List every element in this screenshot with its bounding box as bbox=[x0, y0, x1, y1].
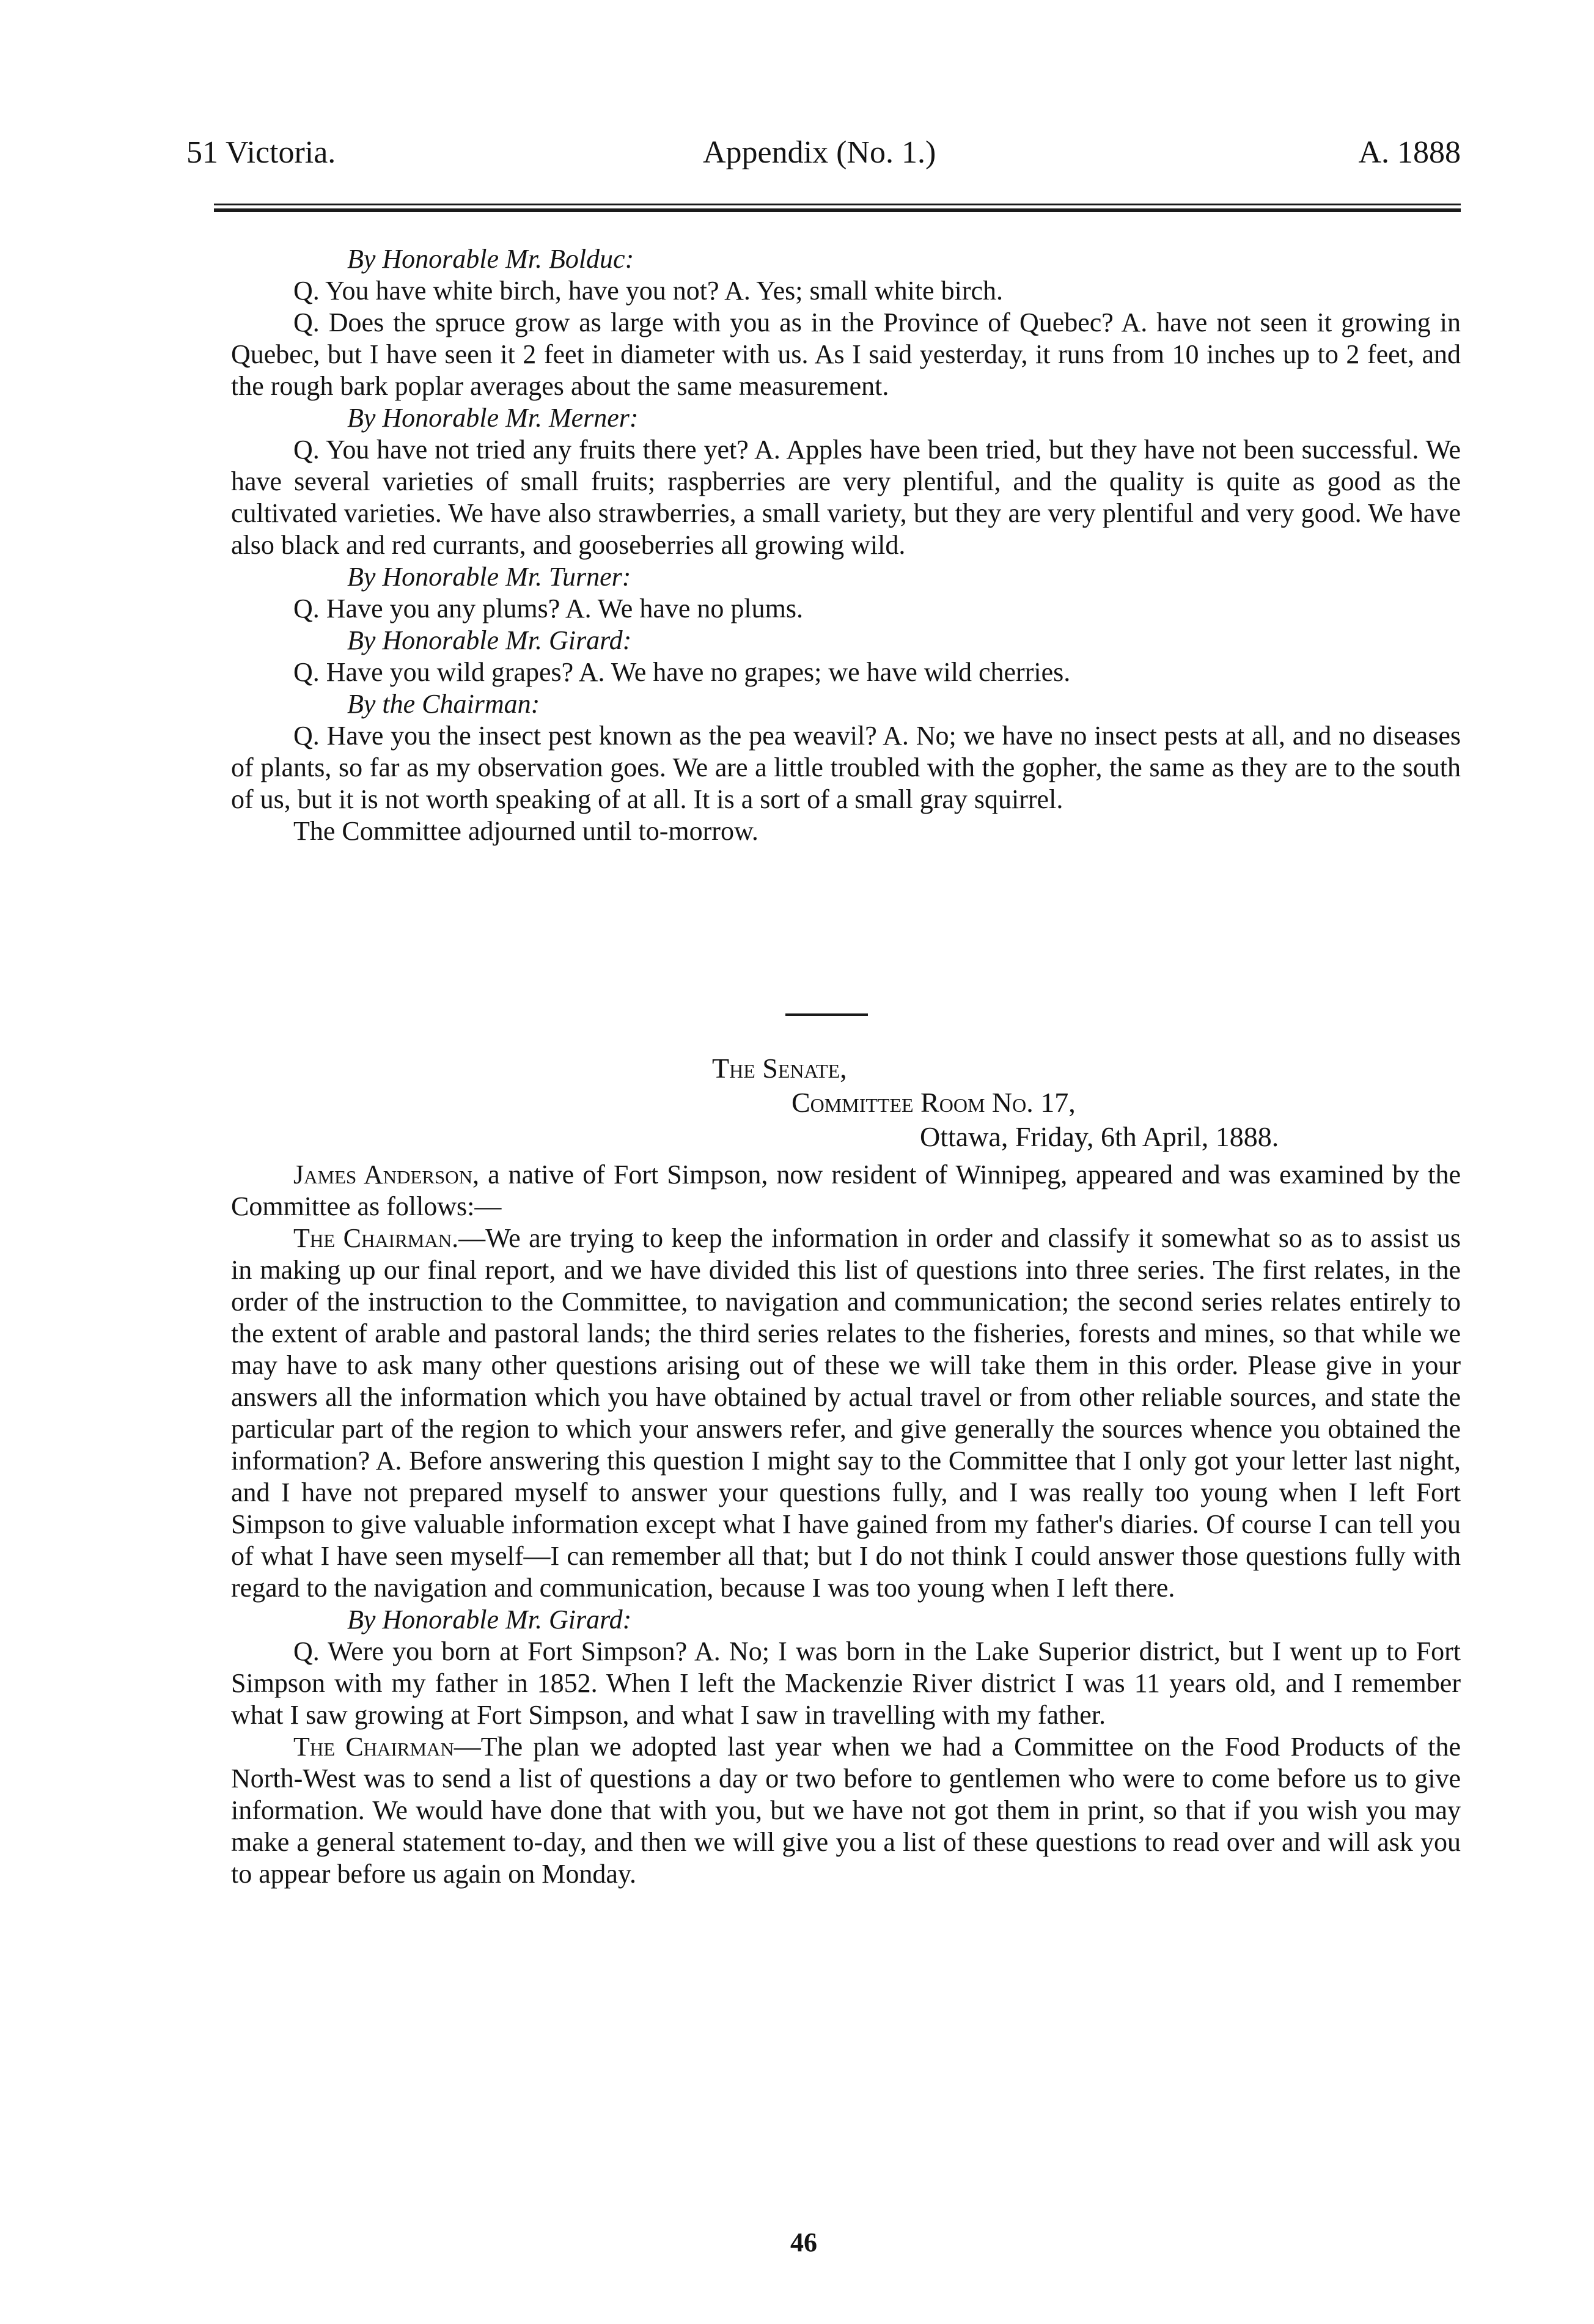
qa-spruce: Q. Does the spruce grow as large with you as in the Province of Quebec? A. have not seen it growing in Quebec, but I have seen it 2 feet in diameter with us. As I said yesterday, it runs from 10 inches up to 2 feet, and the rough bark poplar averages about the same measurement. bbox=[231, 307, 1461, 401]
witness-intro-text: , a native of Fort Simpson, now resident of Winnipeg, appeared and was examined by the Committee as follows:— bbox=[231, 1160, 1461, 1221]
witness-name: James Anderson bbox=[293, 1160, 473, 1190]
header-year: A. 1888 bbox=[1358, 135, 1461, 170]
examiner-chairman: By the Chairman: bbox=[347, 689, 540, 719]
examiner-girard: By Honorable Mr. Girard: bbox=[347, 625, 632, 655]
heading-place-date: Ottawa, Friday, 6th April, 1888. bbox=[920, 1121, 1279, 1152]
examiner-merner: By Honorable Mr. Merner: bbox=[347, 403, 639, 433]
heading-senate: The Senate, bbox=[712, 1053, 847, 1084]
examiner-bolduc: By Honorable Mr. Bolduc: bbox=[347, 244, 634, 274]
chairman-plan-text: —The plan we adopted last year when we had a Committee on the Food Products of the North-West was to send a list of questions a day or two before to gentlemen who were to come before us to give information. We would have done that with you, but we have not got them in print, so that if you wish you may make a general statement to-day, and then we will give you a list of these questions to read over and will ask you to appear before us again on Monday. bbox=[231, 1732, 1461, 1889]
section-divider bbox=[785, 1013, 868, 1016]
chairman-statement-text: —We are trying to keep the information in order and classify it somewhat so as to assist us in making up our final report, and we have divided this list of questions into three series. The first relates, in the order of the instruction to the Committee, to navigation and communication; the second series relates entirely to the extent of arable and pastoral lands; the third series relates to the fisheries, forests and mines, so that while we may have to ask many other questions arising out of these we will take them in this order. Please give in your answers all the information which you have obtained by actual travel or from other reliable sources, and state the particular part of the region to which your answers refer, and give generally the sources whence you obtained the information? A. Before answering this question I might say to the Committee that I only got your letter last night, and I have not prepared myself to answer your questions fully, and I was really too young when I left Fort Simpson to give valuable information except what I have gained from my father's diaries. Of course I can tell you of what I have seen myself—I can remember all that; but I do not think I could answer those questions fully with regard to the navigation and communication, because I was too young when I left there. bbox=[231, 1223, 1461, 1603]
qa-plums: Q. Have you any plums? A. We have no plums. bbox=[293, 594, 803, 623]
witness-intro bbox=[231, 1159, 1461, 1223]
section-previous-examination bbox=[231, 243, 1461, 847]
header-appendix: Appendix (No. 1.) bbox=[703, 135, 936, 170]
qa-grapes: Q. Have you wild grapes? A. We have no grapes; we have wild cherries. bbox=[293, 657, 1071, 687]
section-anderson-examination bbox=[231, 1159, 1461, 1890]
page-number: 46 bbox=[790, 2227, 817, 2257]
header-session: 51 Victoria. bbox=[186, 135, 336, 170]
chairman-plan bbox=[231, 1731, 1461, 1890]
chairman-statement bbox=[231, 1223, 1461, 1604]
qa-birthplace: Q. Were you born at Fort Simpson? A. No; I was born in the Lake Superior district, but I went up to Fort Simpson with my father in 1852. When I left the Mackenzie River district I was 11 years old, and I remember what I saw growing at Fort Simpson, and what I saw in travelling with my father. bbox=[231, 1636, 1461, 1730]
running-head bbox=[186, 131, 1461, 174]
heading-committee-room: Committee Room No. 17, bbox=[791, 1087, 1076, 1118]
examiner-girard-2: By Honorable Mr. Girard: bbox=[347, 1605, 632, 1635]
qa-fruits: Q. You have not tried any fruits there yet? A. Apples have been tried, but they have not been successful. We have several varieties of small fruits; raspberries are very plentiful, and the quality is quite as good as the cultivated varieties. We have also strawberries, a small variety, but they are very plentiful and very good. We have also black and red currants, and gooseberries all growing wild. bbox=[231, 435, 1461, 560]
qa-insect-pests: Q. Have you the insect pest known as the pea weavil? A. No; we have no insect pests at all, and no diseases of plants, so far as my observation goes. We are a little troubled with the gopher, the same as they are to the south of us, but it is not worth speaking of at all. It is a sort of a small gray squirrel. bbox=[231, 721, 1461, 814]
header-rule-thin bbox=[214, 204, 1461, 205]
header-rule-thick bbox=[214, 208, 1461, 212]
examiner-turner: By Honorable Mr. Turner: bbox=[347, 562, 631, 592]
chairman-label: The Chairman. bbox=[293, 1223, 459, 1253]
chairman-label-2: The Chairman bbox=[293, 1732, 454, 1762]
adjournment-note: The Committee adjourned until to-morrow. bbox=[293, 816, 758, 846]
qa-white-birch: Q. You have white birch, have you not? A. Yes; small white birch. bbox=[293, 276, 1003, 306]
